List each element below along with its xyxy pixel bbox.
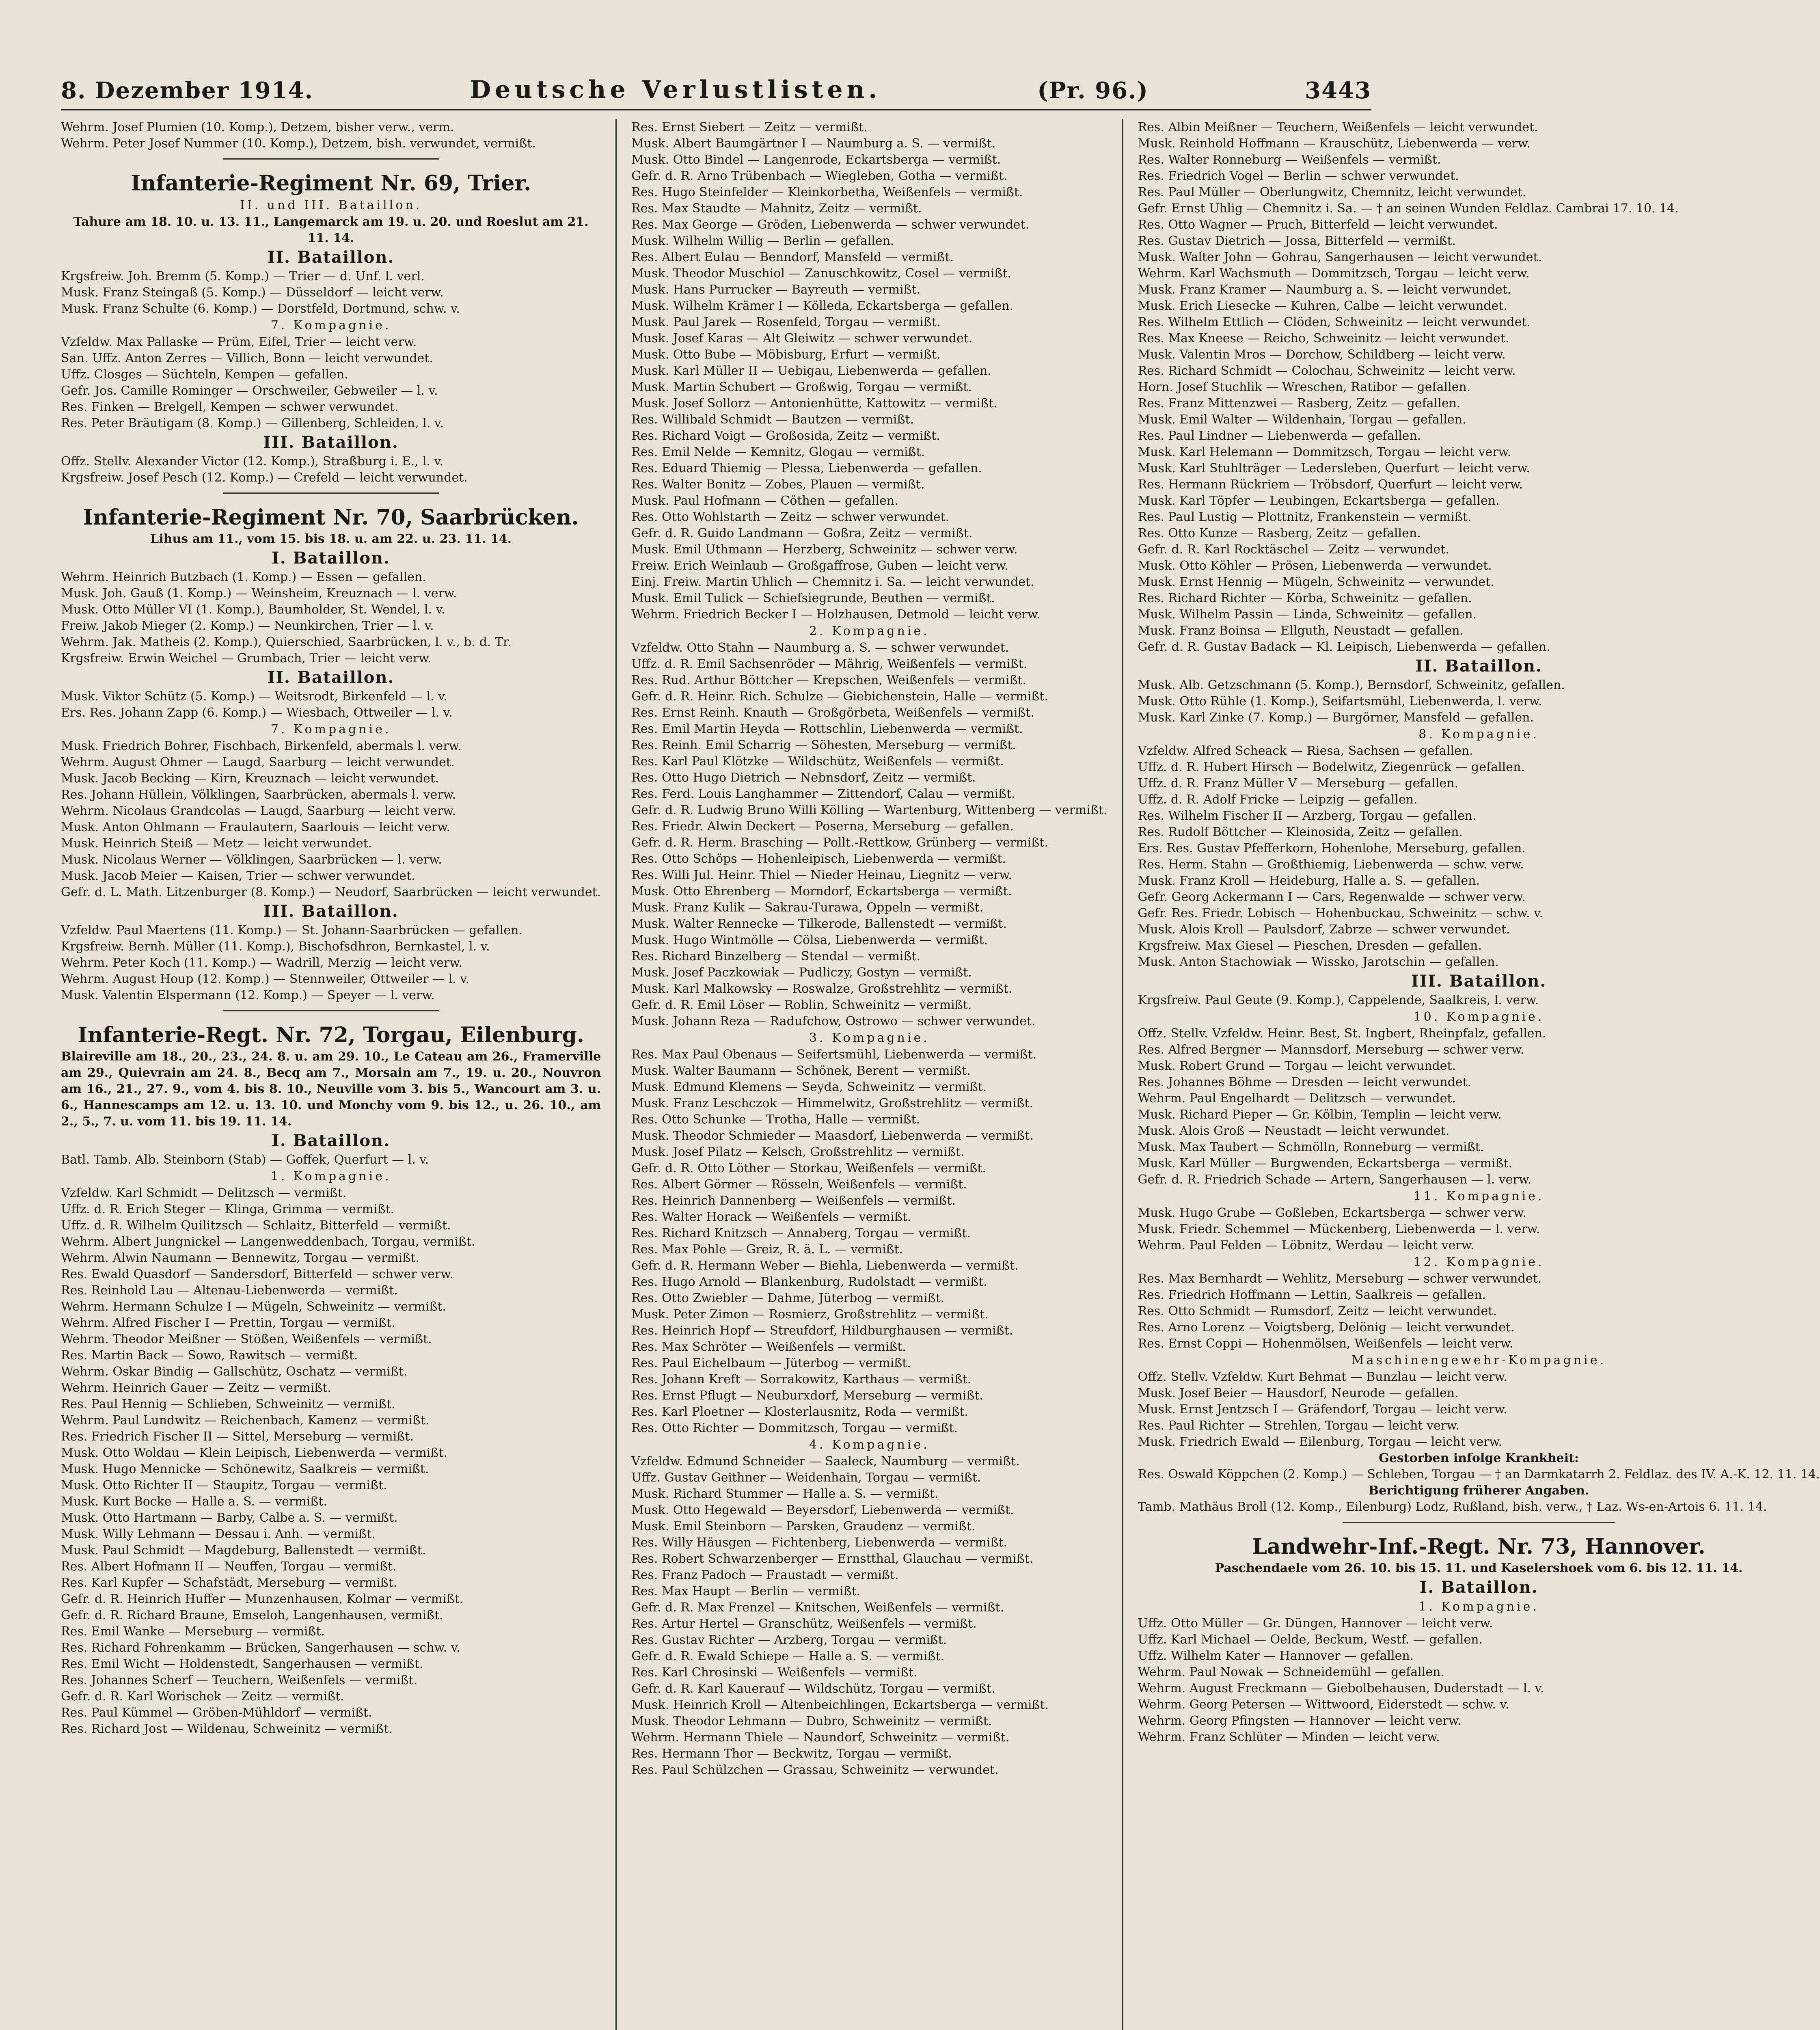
battle-list: Paschendaele vom 26. 10. bis 15. 11. und Kaselershoek vom 6. bis 12. 11. 14. (1215, 1561, 1743, 1575)
list-item: Krgsfreiw. Joh. Bremm (5. Komp.) — Trier — d. Unf. l. verl. (61, 269, 425, 283)
list-item: Uffz. Gustav Geithner — Weidenhain, Torgau — vermißt. (631, 1471, 981, 1485)
list-item: Res. Otto Schöps — Hohenleipisch, Liebenwerda — vermißt. (631, 852, 1006, 866)
list-item: Wehrm. Heinrich Gauer — Zeitz — vermißt. (61, 1381, 331, 1395)
list-item: Batl. Tamb. Alb. Steinborn (Stab) — Goffek, Querfurt — l. v. (61, 1153, 429, 1167)
list-item: Res. Martin Back — Sowo, Rawitsch — vermißt. (61, 1348, 358, 1363)
list-item: Res. Paul Müller — Oberlungwitz, Chemnitz, leicht verwundet. (1138, 185, 1526, 199)
list-item: Res. Paul Kümmel — Gröben-Mühldorf — vermißt. (61, 1706, 372, 1720)
list-item: Musk. Jacob Meier — Kaisen, Trier — schwer verwundet. (61, 869, 415, 883)
list-item: Musk. Valentin Mros — Dorchow, Schildberg — leicht verw. (1138, 348, 1506, 362)
list-item: Res. Robert Schwarzenberger — Ernstthal, Glauchau — vermißt. (631, 1552, 1034, 1566)
list-item: Wehrm. Hermann Thiele — Naundorf, Schweinitz — vermißt. (631, 1730, 1010, 1745)
list-item: Wehrm. Paul Engelhardt — Delitzsch — verwundet. (1138, 1091, 1456, 1106)
company-heading: 7. Kompagnie. (270, 318, 391, 333)
list-item: Gefr. d. R. Karl Worischek — Zeitz — vermißt. (61, 1689, 344, 1704)
list-item: Musk. Heinrich Kroll — Altenbeichlingen, Eckartsberga — vermißt. (631, 1698, 1049, 1712)
list-item: Wehrm. August Freckmann — Giebolbehausen, Duderstadt — l. v. (1138, 1681, 1544, 1695)
list-item: Wehrm. Georg Petersen — Wittwoord, Eiderstedt — schw. v. (1138, 1697, 1509, 1712)
list-item: Res. Emil Nelde — Kemnitz, Glogau — vermißt. (631, 445, 925, 459)
list-item: Vzfeldw. Edmund Schneider — Saaleck, Naumburg — vermißt. (631, 1454, 1020, 1469)
list-item: Wehrm. Alfred Fischer I — Prettin, Torgau — vermißt. (61, 1316, 395, 1330)
list-item: Gefr. d. R. Heinr. Rich. Schulze — Giebichenstein, Halle — vermißt. (631, 689, 1048, 704)
list-item: Vzfeldw. Karl Schmidt — Delitzsch — vermißt. (61, 1186, 347, 1200)
list-item: Res. Emil Wicht — Holdenstedt, Sangerhausen — vermißt. (61, 1657, 423, 1671)
list-item: Res. Karl Kupfer — Schafstädt, Merseburg — vermißt. (61, 1576, 397, 1590)
list-item: Musk. Otto Ehrenberg — Morndorf, Eckartsberga — vermißt. (631, 884, 1012, 898)
list-item: Uffz. d. R. Emil Sachsenröder — Mährig, Weißenfels — vermißt. (631, 657, 1028, 671)
company-heading: Maschinengewehr-Kompagnie. (1352, 1353, 1606, 1367)
list-item: Gefr. Georg Ackermann I — Cars, Regenwalde — schwer verw. (1138, 890, 1526, 904)
list-item: Musk. Walter John — Gohrau, Sangerhausen — leicht verwundet. (1138, 250, 1542, 264)
list-item: Res. Franz Mittenzwei — Rasberg, Zeitz — gefallen. (1138, 396, 1461, 410)
list-item: Res. Otto Zwiebler — Dahme, Jüterbog — vermißt. (631, 1291, 945, 1305)
company-heading: 3. Kompagnie. (809, 1031, 930, 1045)
header-page-number: 3443 (1305, 77, 1371, 104)
battalion-heading: II. Bataillon. (1415, 657, 1542, 676)
list-item: Musk. Wilhelm Passin — Linda, Schweinitz — gefallen. (1138, 607, 1477, 622)
list-item: Res. Walter Bonitz — Zobes, Plauen — vermißt. (631, 477, 925, 492)
list-item: Res. Max Schröter — Weißenfels — vermißt. (631, 1340, 906, 1354)
list-item: Res. Alfred Bergner — Mannsdorf, Merseburg — schwer verw. (1138, 1043, 1524, 1057)
list-item: Musk. Karl Müller II — Uebigau, Liebenwerda — gefallen. (631, 364, 991, 378)
company-heading: 4. Kompagnie. (809, 1438, 930, 1452)
list-item: Gefr. d. R. Richard Braune, Emseloh, Langenhausen, vermißt. (61, 1608, 443, 1622)
list-item: Res. Otto Schmidt — Rumsdorf, Zeitz — leicht verwundet. (1138, 1304, 1497, 1318)
list-item: Res. Otto Wagner — Pruch, Bitterfeld — leicht verwundet. (1138, 218, 1498, 232)
list-item: Res. Ernst Pflugt — Neuburxdorf, Merseburg — vermißt. (631, 1389, 984, 1403)
list-item: Gefr. d. R. Guido Landmann — Goßra, Zeitz — vermißt. (631, 526, 973, 540)
list-item: Gefr. Jos. Camille Rominger — Orschweiler, Gebweiler — l. v. (61, 384, 438, 398)
list-item: Musk. Walter Baumann — Schönek, Berent — vermißt. (631, 1064, 971, 1078)
list-item: Musk. Otto Richter II — Staupitz, Torgau — vermißt. (61, 1478, 387, 1492)
battalion-heading: I. Bataillon. (1419, 1578, 1538, 1597)
list-item: Musk. Otto Hartmann — Barby, Calbe a. S. — vermißt. (61, 1511, 398, 1525)
list-item: Res. Paul Lustig — Plottnitz, Frankenstein — vermißt. (1138, 510, 1472, 524)
list-item: Res. Ferd. Louis Langhammer — Zittendorf, Calau — vermißt. (631, 787, 1015, 801)
list-item: Musk. Edmund Klemens — Seyda, Schweinitz — vermißt. (631, 1080, 987, 1094)
list-item: Res. Wilhelm Fischer II — Arzberg, Torgau — gefallen. (1138, 809, 1477, 823)
list-item: Res. Willy Häusgen — Fichtenberg, Liebenwerda — vermißt. (631, 1535, 1008, 1550)
list-item: Res. Johannes Böhme — Dresden — leicht verwundet. (1138, 1075, 1472, 1089)
list-item: Uffz. Wilhelm Kater — Hannover — gefallen. (1138, 1649, 1414, 1663)
list-item: Gefr. d. R. Herm. Brasching — Pollt.-Rettkow, Grünberg — vermißt. (631, 836, 1048, 850)
list-item: Musk. Otto Woldau — Klein Leipisch, Liebenwerda — vermißt. (61, 1446, 448, 1460)
list-item: Res. Albert Eulau — Benndorf, Mansfeld — vermißt. (631, 250, 954, 264)
company-heading: 10. Kompagnie. (1413, 1010, 1544, 1024)
list-item: Res. Hermann Rückriem — Tröbsdorf, Querfurt — leicht verw. (1138, 477, 1523, 492)
list-item: Wehrm. Paul Lundwitz — Reichenbach, Kamenz — vermißt. (61, 1413, 430, 1427)
list-item: Musk. Reinhold Hoffmann — Krauschütz, Liebenwerda — verw. (1138, 136, 1531, 151)
list-item: Uffz. Otto Müller — Gr. Düngen, Hannover — leicht verw. (1138, 1616, 1493, 1630)
list-item: Musk. Karl Stuhlträger — Ledersleben, Querfurt — leicht verw. (1138, 461, 1530, 475)
column-1 (61, 119, 615, 2030)
list-item: Musk. Franz Leschczok — Himmelwitz, Großstrehlitz — vermißt. (631, 1096, 1034, 1110)
list-item: Musk. Josef Karas — Alt Gleiwitz — schwer verwundet. (631, 331, 973, 346)
list-item: Res. Walter Horack — Weißenfels — vermißt. (631, 1210, 911, 1224)
list-item: Musk. Richard Pieper — Gr. Kölbin, Templin — leicht verw. (1138, 1108, 1502, 1122)
list-item: Res. Paul Lindner — Liebenwerda — gefallen. (1138, 429, 1421, 443)
list-item: Einj. Freiw. Martin Uhlich — Chemnitz i. Sa. — leicht verwundet. (631, 575, 1034, 589)
list-item: Res. Richard Jost — Wildenau, Schweinitz — vermißt. (61, 1722, 393, 1736)
list-item: Musk. Otto Rühle (1. Komp.), Seifartsmühl, Liebenwerda, l. verw. (1138, 694, 1542, 708)
list-item: Res. Richard Binzelberg — Stendal — vermißt. (631, 949, 921, 963)
company-heading: 11. Kompagnie. (1413, 1189, 1544, 1203)
list-item: Res. Otto Wohlstarth — Zeitz — schwer verwundet. (631, 510, 950, 524)
list-item: Musk. Friedrich Bohrer, Fischbach, Birkenfeld, abermals l. verw. (61, 739, 462, 753)
list-item: Res. Karl Ploetner — Klosterlausnitz, Roda — vermißt. (631, 1405, 969, 1419)
list-item: Musk. Franz Kulik — Sakrau-Turawa, Oppeln — vermißt. (631, 901, 983, 915)
list-item: Res. Ernst Reinh. Knauth — Großgörbeta, Weißenfels — vermißt. (631, 706, 1035, 720)
list-item: Musk. Wilhelm Willig — Berlin — gefallen. (631, 234, 894, 248)
list-item: Musk. Josef Pilatz — Kelsch, Großstrehlitz — vermißt. (631, 1145, 965, 1159)
list-item: Wehrm. Nicolaus Grandcolas — Laugd, Saarburg — leicht verw. (61, 804, 456, 818)
list-item: Res. Reinhold Lau — Altenau-Liebenwerda — vermißt. (61, 1283, 398, 1298)
list-item: Wehrm. Paul Nowak — Schneidemühl — gefallen. (1138, 1665, 1444, 1679)
list-item: Res. Arno Lorenz — Voigtsberg, Delönig — leicht verwundet. (1138, 1320, 1515, 1335)
list-item: Res. Albert Görmer — Rösseln, Weißenfels — vermißt. (631, 1177, 967, 1192)
list-item: Freiw. Jakob Mieger (2. Komp.) — Neunkirchen, Trier — l. v. (61, 619, 434, 633)
list-item: Gefr. d. R. Ludwig Bruno Willi Kölling — Wartenburg, Wittenberg — vermißt. (631, 803, 1108, 817)
list-item: Res. Max Staudte — Mahnitz, Zeitz — vermißt. (631, 201, 922, 216)
section-label: Gestorben infolge Krankheit: (1379, 1451, 1579, 1465)
company-heading: 2. Kompagnie. (809, 624, 930, 638)
list-item: Res. Richard Voigt — Großosida, Zeitz — vermißt. (631, 429, 940, 443)
list-item: Res. Emil Wanke — Merseburg — vermißt. (61, 1624, 325, 1639)
list-item: Musk. Albert Baumgärtner I — Naumburg a. S. — vermißt. (631, 136, 996, 151)
list-item: Gefr. d. R. Hermann Weber — Biehla, Liebenwerda — vermißt. (631, 1259, 1019, 1273)
list-item: Musk. Viktor Schütz (5. Komp.) — Weitsrodt, Birkenfeld — l. v. (61, 689, 447, 704)
company-heading: 1. Kompagnie. (270, 1169, 391, 1183)
list-item: Musk. Valentin Elspermann (12. Komp.) — Speyer — l. verw. (61, 988, 435, 1002)
list-item: Res. Ewald Quasdorf — Sandersdorf, Bitterfeld — schwer verw. (61, 1267, 453, 1281)
list-item: Gefr. d. R. Gustav Badack — Kl. Leipisch, Liebenwerda — gefallen. (1138, 640, 1550, 654)
list-item: Res. Otto Hugo Dietrich — Nebnsdorf, Zeitz — vermißt. (631, 771, 976, 785)
header-title: Deutsche Verlustlisten. (470, 76, 881, 104)
list-item: Musk. Martin Schubert — Großwig, Torgau — vermißt. (631, 380, 972, 394)
list-item: Musk. Nicolaus Werner — Völklingen, Saarbrücken — l. verw. (61, 853, 442, 867)
battalion-heading: II. Bataillon. (267, 248, 395, 267)
list-item: Tamb. Mathäus Broll (12. Komp., Eilenburg) Lodz, Rußland, bish. verw., † Laz. Ws-en-Artois 6. 11. 14. (1138, 1500, 1767, 1514)
list-item: Krgsfreiw. Erwin Weichel — Grumbach, Trier — leicht verw. (61, 651, 432, 665)
list-item: Musk. Friedrich Ewald — Eilenburg, Torgau — leicht verw. (1138, 1435, 1503, 1449)
list-item: Musk. Otto Bube — Möbisburg, Erfurt — vermißt. (631, 348, 941, 362)
divider (223, 1010, 439, 1011)
list-item: Res. Hugo Arnold — Blankenburg, Rudolstadt — vermißt. (631, 1275, 987, 1289)
list-item: Musk. Joh. Gauß (1. Komp.) — Weinsheim, Kreuznach — l. verw. (61, 586, 457, 600)
list-item: Res. Karl Chrosinski — Weißenfels — vermißt. (631, 1665, 918, 1680)
list-item: Musk. Ernst Jentzsch I — Gräfendorf, Torgau — leicht verw. (1138, 1402, 1507, 1417)
list-item: Vzfeldw. Max Pallaske — Prüm, Eifel, Trier — leicht verw. (61, 335, 417, 349)
list-item: Musk. Theodor Schmieder — Maasdorf, Liebenwerda — vermißt. (631, 1129, 1034, 1143)
list-item: Res. Richard Fohrenkamm — Brücken, Sangerhausen — schw. v. (61, 1641, 460, 1655)
list-item: Res. Rudolf Böttcher — Kleinosida, Zeitz — gefallen. (1138, 825, 1463, 839)
list-item: Res. Willi Jul. Heinr. Thiel — Nieder Heinau, Liegnitz — verw. (631, 868, 1013, 882)
list-item: Res. Richard Schmidt — Colochau, Schweinitz — leicht verw. (1138, 364, 1516, 378)
list-item: Gefr. Res. Friedr. Lobisch — Hohenbuckau, Schweinitz — schw. v. (1138, 906, 1544, 920)
list-item: Gefr. Ernst Uhlig — Chemnitz i. Sa. — † an seinen Wunden Feldlaz. Cambrai 17. 10. 14. (1138, 201, 1679, 216)
list-item: Res. Johann Hüllein, Völklingen, Saarbrücken, abermals l. verw. (61, 788, 456, 802)
list-item: Res. Herm. Stahn — Großthiemig, Liebenwerda — schw. verw. (1138, 857, 1524, 872)
list-item: Wehrm. Peter Koch (11. Komp.) — Wadrill, Merzig — leicht verw. (61, 956, 462, 970)
header-date: 8. Dezember 1914. (61, 77, 313, 104)
list-item: Res. Hermann Thor — Beckwitz, Torgau — vermißt. (631, 1747, 952, 1761)
list-item: Musk. Otto Köhler — Prösen, Liebenwerda — verwundet. (1138, 559, 1492, 573)
company-heading: 12. Kompagnie. (1413, 1255, 1544, 1269)
list-item: Uffz. d. R. Erich Steger — Klinga, Grimma — vermißt. (61, 1202, 395, 1216)
list-item: Musk. Johann Reza — Radufchow, Ostrowo — schwer verwundet. (631, 1014, 1036, 1028)
battalion-heading: III. Bataillon. (263, 433, 399, 452)
list-item: Res. Friedrich Hoffmann — Lettin, Saalkreis — gefallen. (1138, 1288, 1486, 1302)
list-item: Res. Franz Padoch — Fraustadt — vermißt. (631, 1568, 899, 1582)
list-item: Wehrm. Friedrich Becker I — Holzhausen, Detmold — leicht verw. (631, 607, 1041, 622)
list-item: Musk. Paul Hofmann — Cöthen — gefallen. (631, 494, 898, 508)
battalion-heading: II. Bataillon. (267, 668, 395, 687)
list-item: Uffz. d. R. Adolf Fricke — Leipzig — gefallen. (1138, 793, 1418, 807)
list-item: Res. Max Bernhardt — Wehlitz, Merseburg — schwer verwundet. (1138, 1272, 1542, 1286)
list-item: Wehrm. Alwin Naumann — Bennewitz, Torgau — vermißt. (61, 1251, 419, 1265)
page-header (61, 69, 1371, 110)
battalion-heading: I. Bataillon. (272, 1131, 391, 1150)
list-item: Res. Rud. Arthur Böttcher — Krepschen, Weißenfels — vermißt. (631, 673, 1027, 687)
list-item: Res. Max Kneese — Reicho, Schweinitz — leicht verwundet. (1138, 331, 1509, 346)
list-item: Musk. Hugo Grube — Goßleben, Eckartsberga — schwer verw. (1138, 1206, 1526, 1220)
divider (223, 492, 439, 494)
list-item: Offz. Stellv. Vzfeldw. Heinr. Best, St. Ingbert, Rheinpfalz, gefallen. (1138, 1026, 1546, 1041)
list-item: Res. Eduard Thiemig — Plessa, Liebenwerda — gefallen. (631, 461, 982, 475)
list-item: Musk. Emil Uthmann — Herzberg, Schweinitz — schwer verw. (631, 542, 1018, 557)
list-item: Res. Max Pohle — Greiz, R. ä. L. — vermißt. (631, 1242, 903, 1257)
list-item: Uffz. d. R. Franz Müller V — Merseburg — gefallen. (1138, 776, 1459, 790)
list-item: Krgsfreiw. Max Giesel — Pieschen, Dresden — gefallen. (1138, 939, 1482, 953)
list-item: Wehrm. Hermann Schulze I — Mügeln, Schweinitz — vermißt. (61, 1300, 446, 1314)
list-item: Musk. Franz Schulte (6. Komp.) — Dorstfeld, Dortmund, schw. v. (61, 302, 460, 316)
list-item: Musk. Hugo Mennicke — Schönewitz, Saalkreis — vermißt. (61, 1462, 429, 1476)
list-item: Res. Friedrich Fischer II — Sittel, Merseburg — vermißt. (61, 1430, 414, 1444)
list-item: Res. Heinrich Hopf — Streufdorf, Hildburghausen — vermißt. (631, 1324, 1013, 1338)
list-item: Musk. Josef Sollorz — Antonienhütte, Kattowitz — vermißt. (631, 396, 997, 410)
list-item: Vzfeldw. Otto Stahn — Naumburg a. S. — schwer verwundet. (631, 641, 1009, 655)
list-item: Musk. Paul Jarek — Rosenfeld, Torgau — vermißt. (631, 315, 941, 329)
list-item: Musk. Heinrich Steiß — Metz — leicht verwundet. (61, 836, 372, 851)
battalion-heading: I. Bataillon. (272, 549, 391, 568)
list-item: Musk. Max Taubert — Schmölln, Ronneburg — vermißt. (1138, 1140, 1484, 1154)
list-item: Gefr. d. R. Heinrich Huffer — Munzenhausen, Kolmar — vermißt. (61, 1592, 464, 1606)
list-item: Res. Albert Hofmann II — Neuffen, Torgau — vermißt. (61, 1559, 397, 1574)
list-item: Musk. Emil Tulick — Schiefsiegrunde, Beuthen — vermißt. (631, 591, 995, 605)
list-item: Ers. Res. Johann Zapp (6. Komp.) — Wiesbach, Ottweiler — l. v. (61, 706, 453, 720)
battalion-heading: III. Bataillon. (263, 902, 399, 921)
list-item: Res. Johannes Scherf — Teuchern, Weißenfels — vermißt. (61, 1673, 418, 1687)
list-item: Musk. Otto Bindel — Langenrode, Eckartsberga — vermißt. (631, 153, 1001, 167)
list-item: Res. Oswald Köppchen (2. Komp.) — Schleben, Torgau — † an Darmkatarrh 2. Feldlaz. des IV. A.-K. 12. 11. 14. (1138, 1467, 1820, 1481)
list-item: Musk. Theodor Muschiol — Zanuschkowitz, Cosel — vermißt. (631, 266, 1011, 281)
list-item: Horn. Josef Stuchlik — Wreschen, Ratibor — gefallen. (1138, 380, 1471, 394)
list-item: Gefr. d. R. Max Frenzel — Knitschen, Weißenfels — vermißt. (631, 1600, 1004, 1615)
list-item: Wehrm. Oskar Bindig — Gallschütz, Oschatz — vermißt. (61, 1365, 408, 1379)
list-item: Res. Emil Martin Heyda — Rottschlin, Liebenwerda — vermißt. (631, 722, 1023, 736)
list-item: Freiw. Erich Weinlaub — Großgaffrose, Guben — leicht verw. (631, 559, 1008, 573)
list-item: Gefr. d. R. Otto Löther — Storkau, Weißenfels — vermißt. (631, 1161, 986, 1175)
list-item: Res. Friedr. Alwin Deckert — Poserna, Merseburg — gefallen. (631, 819, 1014, 834)
list-item: Krgsfreiw. Paul Geute (9. Komp.), Cappelende, Saalkreis, l. verw. (1138, 993, 1539, 1007)
list-item: Res. Gustav Dietrich — Jossa, Bitterfeld — vermißt. (1138, 234, 1456, 248)
list-item: Musk. Ernst Hennig — Mügeln, Schweinitz — verwundet. (1138, 575, 1494, 589)
list-item: Res. Richard Knitzsch — Annaberg, Torgau — vermißt. (631, 1226, 971, 1240)
list-item: Musk. Walter Rennecke — Tilkerode, Ballenstedt — vermißt. (631, 917, 1007, 931)
list-item: Musk. Kurt Bocke — Halle a. S. — vermißt. (61, 1494, 327, 1509)
list-item: Musk. Otto Müller VI (1. Komp.), Baumholder, St. Wendel, l. v. (61, 603, 445, 617)
list-item: Musk. Friedr. Schemmel — Mückenberg, Liebenwerda — l. verw. (1138, 1222, 1540, 1236)
list-item: Uffz. d. R. Wilhelm Quilitzsch — Schlaitz, Bitterfeld — vermißt. (61, 1218, 451, 1233)
list-item: Musk. Hugo Wintmölle — Cölsa, Liebenwerda — vermißt. (631, 933, 988, 947)
list-item: Gefr. d. R. Karl Kauerauf — Wildschütz, Torgau — vermißt. (631, 1682, 995, 1696)
list-item: Gefr. d. L. Math. Litzenburger (8. Komp.) — Neudorf, Saarbrücken — leicht verwundet. (61, 885, 601, 899)
regiment-title: Infanterie-Regt. Nr. 72, Torgau, Eilenburg. (78, 1023, 584, 1047)
list-item: Krgsfreiw. Josef Pesch (12. Komp.) — Crefeld — leicht verwundet. (61, 471, 468, 485)
list-item: Musk. Franz Kramer — Naumburg a. S. — leicht verwundet. (1138, 283, 1511, 297)
list-item: Musk. Franz Boinsa — Ellguth, Neustadt — gefallen. (1138, 624, 1464, 638)
list-item: Musk. Wilhelm Krämer I — Kölleda, Eckartsberga — gefallen. (631, 299, 1014, 313)
list-item: Musk. Alois Groß — Neustadt — leicht verwundet. (1138, 1124, 1450, 1138)
list-item: Wehrm. Franz Schlüter — Minden — leicht verw. (1138, 1730, 1440, 1744)
list-item: Vzfeldw. Alfred Scheack — Riesa, Sachsen — gefallen. (1138, 744, 1473, 758)
list-item: Wehrm. Georg Pfingsten — Hannover — leicht verw. (1138, 1714, 1462, 1728)
header-issue: (Pr. 96.) (1037, 77, 1149, 104)
list-item: Res. Walter Ronneburg — Weißenfels — vermißt. (1138, 153, 1441, 167)
list-item: Uffz. d. R. Hubert Hirsch — Bodelwitz, Ziegenrück — gefallen. (1138, 760, 1525, 774)
list-item: Res. Hugo Steinfelder — Kleinkorbetha, Weißenfels — vermißt. (631, 185, 1023, 199)
list-item: Res. Johann Kreft — Sorrakowitz, Karthaus — vermißt. (631, 1372, 972, 1386)
list-item: Wehrm. Albert Jungnickel — Langenweddenbach, Torgau, vermißt. (61, 1235, 475, 1249)
list-item: Res. Albin Meißner — Teuchern, Weißenfels — leicht verwundet. (1138, 120, 1538, 134)
list-item: Res. Paul Hennig — Schlieben, Schweinitz — vermißt. (61, 1397, 395, 1411)
list-item: Res. Paul Eichelbaum — Jüterbog — vermißt. (631, 1356, 911, 1370)
list-item: Musk. Josef Beier — Hausdorf, Neurode — gefallen. (1138, 1386, 1459, 1400)
list-item: Gefr. d. R. Karl Rocktäschel — Zeitz — verwundet. (1138, 542, 1449, 557)
list-item: Ers. Res. Gustav Pfefferkorn, Hohenlohe, Merseburg, gefallen. (1138, 841, 1526, 855)
battle-list: Tahure am 18. 10. u. 13. 11., Langemarck am 19. u. 20. und Roeslut am 21. 11. 14. (73, 215, 589, 245)
battle-list: Blaireville am 18., 20., 23., 24. 8. u. am 29. 10., Le Cateau am 26., Framerville am 29., Quievrain am 24. 8., Becq am 7., Morsain am 7., 19. u. 20., Nouvron am 16., 21., 27. 9., vom 4. bis 8. 10., Neuville vom 3. bis 5., Wancourt am 3. u. 6., Hannescamps am 12. u. 13. 10. und Monchy vom 9. bis 12., u. 26. 10., am 2., 5., 7. u. vom 11. bis 19. 11. 14. (61, 1050, 601, 1129)
regiment-title: Infanterie-Regiment Nr. 69, Trier. (131, 171, 531, 196)
list-item: Musk. Franz Steingaß (5. Komp.) — Düsseldorf — leicht verw. (61, 285, 444, 300)
list-item: Res. Finken — Brelgell, Kempen — schwer verwundet. (61, 400, 399, 414)
divider (1343, 1522, 1615, 1523)
list-item: Res. Max Haupt — Berlin — vermißt. (631, 1584, 861, 1598)
list-item: Wehrm. Josef Plumien (10. Komp.), Detzem, bisher verw., verm. (61, 120, 454, 134)
list-item: Res. Otto Kunze — Rasberg, Zeitz — gefallen. (1138, 526, 1421, 540)
list-item: Musk. Alb. Getzschmann (5. Komp.), Bernsdorf, Schweinitz, gefallen. (1138, 678, 1565, 692)
list-item: Res. Reinh. Emil Scharrig — Söhesten, Merseburg — vermißt. (631, 738, 1016, 752)
company-heading: 8. Kompagnie. (1418, 727, 1539, 741)
list-item: San. Uffz. Anton Zerres — Villich, Bonn — leicht verwundet. (61, 351, 433, 365)
list-item: Res. Gustav Richter — Arzberg, Torgau — vermißt. (631, 1633, 947, 1647)
list-item: Musk. Theodor Lehmann — Dubro, Schweinitz — vermißt. (631, 1714, 992, 1728)
list-item: Musk. Peter Zimon — Rosmierz, Großstrehlitz — vermißt. (631, 1307, 989, 1322)
list-item: Offz. Stellv. Vzfeldw. Kurt Behmat — Bunzlau — leicht verw. (1138, 1370, 1507, 1384)
list-item: Wehrm. Heinrich Butzbach (1. Komp.) — Essen — gefallen. (61, 570, 426, 584)
list-item: Gefr. d. R. Emil Löser — Roblin, Schweinitz — vermißt. (631, 998, 972, 1012)
columns (61, 119, 1820, 2030)
list-item: Uffz. Closges — Süchteln, Kempen — gefallen. (61, 367, 348, 382)
list-item: Res. Friedrich Vogel — Berlin — schwer verwundet. (1138, 169, 1459, 183)
list-item: Musk. Willy Lehmann — Dessau i. Anh. — vermißt. (61, 1527, 376, 1541)
battalion-heading: III. Bataillon. (1411, 972, 1547, 991)
list-item: Krgsfreiw. Bernh. Müller (11. Komp.), Bischofsdhron, Bernkastel, l. v. (61, 939, 490, 954)
list-item: Res. Karl Paul Klötzke — Wildschütz, Weißenfels — vermißt. (631, 754, 1004, 769)
list-item: Musk. Emil Steinborn — Parsken, Graudenz — vermißt. (631, 1519, 976, 1533)
company-heading: 1. Kompagnie. (1418, 1600, 1539, 1614)
list-item: Musk. Hans Purrucker — Bayreuth — vermißt. (631, 283, 921, 297)
list-item: Res. Otto Schunke — Trotha, Halle — vermißt. (631, 1112, 920, 1127)
list-item: Res. Willibald Schmidt — Bautzen — vermißt. (631, 412, 914, 427)
list-item: Musk. Karl Müller — Burgwenden, Eckartsberga — vermißt. (1138, 1156, 1513, 1170)
list-item: Res. Ernst Siebert — Zeitz — vermißt. (631, 120, 868, 134)
list-item: Res. Paul Richter — Strehlen, Torgau — leicht verw. (1138, 1419, 1459, 1433)
list-item: Res. Max Paul Obenaus — Seifertsmühl, Liebenwerda — vermißt. (631, 1047, 1037, 1062)
list-item: Wehrm. Paul Felden — Löbnitz, Werdau — leicht verw. (1138, 1238, 1475, 1253)
section-label: II. und III. Bataillon. (240, 198, 422, 212)
list-item: Uffz. Karl Michael — Oelde, Beckum, Westf. — gefallen. (1138, 1633, 1483, 1647)
list-item: Musk. Emil Walter — Wildenhain, Torgau — gefallen. (1138, 412, 1466, 427)
list-item: Res. Heinrich Dannenberg — Weißenfels — vermißt. (631, 1194, 956, 1208)
list-item: Res. Peter Bräutigam (8. Komp.) — Gillenberg, Schleiden, l. v. (61, 416, 444, 430)
list-item: Res. Artur Hertel — Granschütz, Weißenfels — vermißt. (631, 1617, 977, 1631)
list-item: Wehrm. Karl Wachsmuth — Dommitzsch, Torgau — leicht verw. (1138, 266, 1530, 281)
list-item: Musk. Josef Paczkowiak — Pudliczy, Gostyn — vermißt. (631, 965, 972, 980)
list-item: Musk. Paul Schmidt — Magdeburg, Ballenstedt — vermißt. (61, 1543, 426, 1557)
list-item: Vzfeldw. Paul Maertens (11. Komp.) — St. Johann-Saarbrücken — gefallen. (61, 923, 522, 937)
column-2 (615, 119, 1122, 2030)
list-item: Wehrm. Jak. Matheis (2. Komp.), Quierschied, Saarbrücken, l. v., b. d. Tr. (61, 635, 512, 649)
section-label: Berichtigung früherer Angaben. (1368, 1484, 1589, 1498)
list-item: Musk. Karl Töpfer — Leubingen, Eckartsberga — gefallen. (1138, 494, 1500, 508)
company-heading: 7. Kompagnie. (270, 722, 391, 736)
list-item: Offz. Stellv. Alexander Victor (12. Komp.), Straßburg i. E., l. v. (61, 454, 444, 469)
list-item: Res. Ernst Coppi — Hohenmölsen, Weißenfels — leicht verw. (1138, 1337, 1513, 1351)
list-item: Res. Paul Schülzchen — Grassau, Schweinitz — verwundet. (631, 1763, 999, 1777)
divider (223, 158, 439, 160)
list-item: Musk. Anton Stachowiak — Wissko, Jarotschin — gefallen. (1138, 955, 1499, 969)
list-item: Res. Otto Richter — Dommitzsch, Torgau — vermißt. (631, 1421, 958, 1435)
battle-list: Lihus am 11., vom 15. bis 18. u. am 22. u. 23. 11. 14. (150, 532, 512, 546)
list-item: Res. Wilhelm Ettlich — Clöden, Schweinitz — leicht verwundet. (1138, 315, 1531, 329)
list-item: Res. Max George — Gröden, Liebenwerda — schwer verwundet. (631, 218, 1030, 232)
list-item: Musk. Erich Liesecke — Kuhren, Calbe — leicht verwundet. (1138, 299, 1507, 313)
list-item: Musk. Robert Grund — Torgau — leicht verwundet. (1138, 1059, 1456, 1073)
list-item: Musk. Alois Kroll — Paulsdorf, Zabrze — schwer verwundet. (1138, 922, 1510, 937)
list-item: Gefr. d. R. Arno Trübenbach — Wiegleben, Gotha — vermißt. (631, 169, 1008, 183)
list-item: Wehrm. August Houp (12. Komp.) — Stennweiler, Ottweiler — l. v. (61, 972, 470, 986)
list-item: Gefr. d. R. Ewald Schiepe — Halle a. S. — vermißt. (631, 1649, 945, 1663)
regiment-title: Landwehr-Inf.-Regt. Nr. 73, Hannover. (1252, 1534, 1706, 1559)
list-item: Wehrm. August Ohmer — Laugd, Saarburg — leicht verwundet. (61, 755, 455, 769)
list-item: Gefr. d. R. Friedrich Schade — Artern, Sangerhausen — l. verw. (1138, 1173, 1532, 1187)
list-item: Musk. Franz Kroll — Heideburg, Halle a. S. — gefallen. (1138, 874, 1480, 888)
list-item: Wehrm. Theodor Meißner — Stößen, Weißenfels — vermißt. (61, 1332, 432, 1346)
list-item: Musk. Jacob Becking — Kirn, Kreuznach — leicht verwundet. (61, 771, 439, 786)
list-item: Musk. Richard Stummer — Halle a. S. — vermißt. (631, 1487, 939, 1501)
regiment-title: Infanterie-Regiment Nr. 70, Saarbrücken. (83, 505, 579, 530)
list-item: Musk. Karl Zinke (7. Komp.) — Burgörner, Mansfeld — gefallen. (1138, 710, 1534, 725)
list-item: Wehrm. Peter Josef Nummer (10. Komp.), Detzem, bish. verwundet, vermißt. (61, 136, 536, 151)
list-item: Musk. Otto Hegewald — Beyersdorf, Liebenwerda — vermißt. (631, 1503, 1014, 1517)
list-item: Res. Richard Richter — Körba, Schweinitz — gefallen. (1138, 591, 1472, 605)
list-item: Musk. Karl Helemann — Dommitzsch, Torgau — leicht verw. (1138, 445, 1511, 459)
column-3 (1122, 119, 1820, 2030)
list-item: Musk. Karl Malkowsky — Roswalze, Großstrehlitz — vermißt. (631, 982, 1013, 996)
list-item: Musk. Anton Ohlmann — Fraulautern, Saarlouis — leicht verw. (61, 820, 450, 834)
